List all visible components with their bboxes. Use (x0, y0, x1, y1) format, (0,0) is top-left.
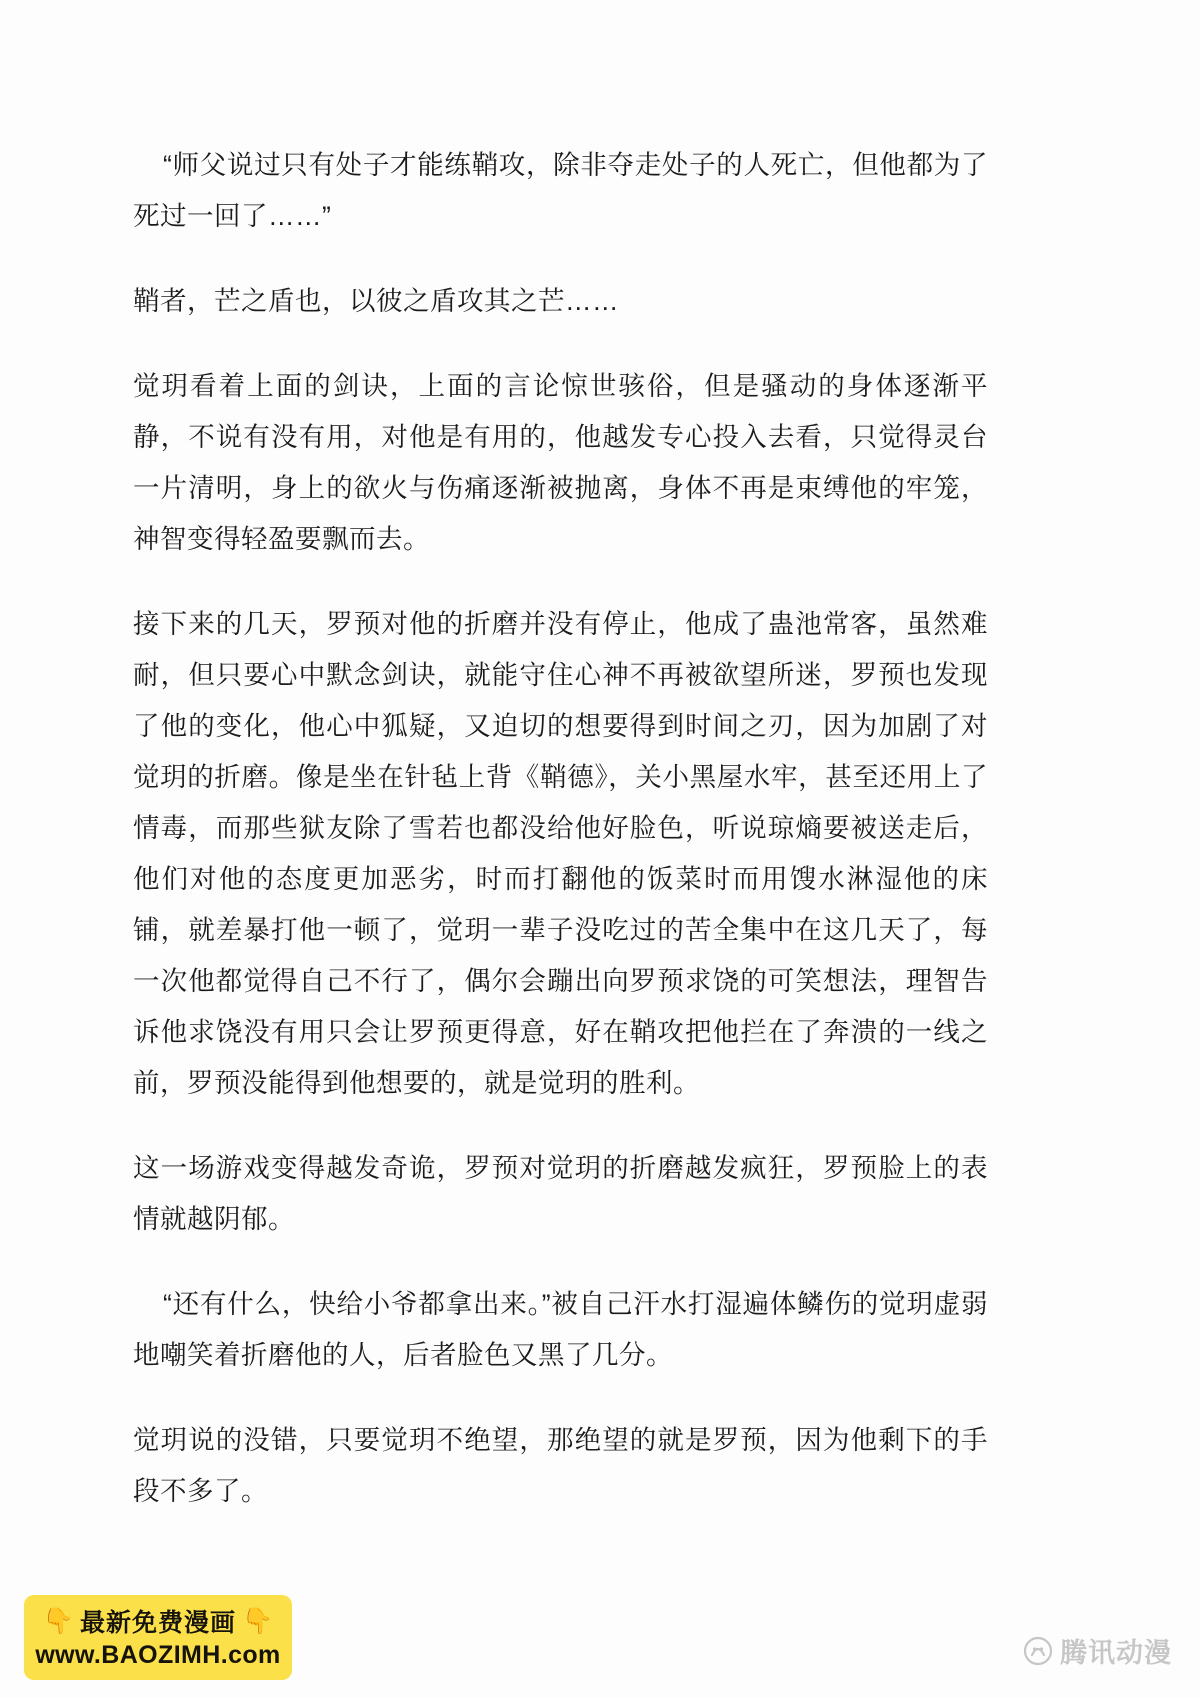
site-watermark-banner[interactable] (24, 1595, 292, 1680)
paragraph: “还有什么，快给小爷都拿出来。”被自己汗水打湿遍体鳞伤的觉玥虚弱地嘲笑着折磨他的人，后者脸色又黑了几分。 (133, 1289, 988, 1370)
paragraph: 鞘者，芒之盾也，以彼之盾攻其之芒…… (133, 286, 619, 316)
publisher-logo (1023, 1631, 1172, 1670)
paragraph: “师父说过只有处子才能练鞘攻，除非夺走处子的人死亡，但他都为了死过一回了……” (133, 150, 988, 231)
watermark-title: 最新免费漫画 (79, 1609, 236, 1637)
watermark-title-row (34, 1603, 282, 1639)
novel-text-body (133, 140, 988, 1551)
pointing-down-hand-icon-left: 👇 (42, 1606, 74, 1635)
paragraph: 觉玥说的没错，只要觉玥不绝望，那绝望的就是罗预，因为他剩下的手段不多了。 (133, 1425, 988, 1506)
paragraph: 接下来的几天，罗预对他的折磨并没有停止，他成了蛊池常客，虽然难耐，但只要心中默念剑诀，就能守住心神不再被欲望所迷，罗预也发现了他的变化，他心中狐疑，又迫切的想要得到时间之刃，因为加剧了对觉玥的折磨。像是坐在针毡上背《鞘德》，关小黑屋水牢，甚至还用上了情毒，而那些狱友除了雪若也都没给他好脸色，听说琼熵要被送走后，他们对他的态度更加恶劣，时而打翻他的饭菜时而用馊水淋湿他的床铺，就差暴打他一顿了，觉玥一辈子没吃过的苦全集中在这几天了，每一次他都觉得自己不行了，偶尔会蹦出向罗预求饶的可笑想法，理智告诉他求饶没有用只会让罗预更得意，好在鞘攻把他拦在了奔溃的一线之前，罗预没能得到他想要的，就是觉玥的胜利。 (133, 609, 988, 1098)
paragraph: 这一场游戏变得越发奇诡，罗预对觉玥的折磨越发疯狂，罗预脸上的表情就越阴郁。 (133, 1153, 988, 1234)
tencent-comics-logo-icon (1023, 1636, 1053, 1666)
pointing-down-hand-icon-right: 👇 (242, 1606, 274, 1635)
publisher-name: 腾讯动漫 (1060, 1638, 1172, 1668)
paragraph: 觉玥看着上面的剑诀，上面的言论惊世骇俗，但是骚动的身体逐渐平静，不说有没有用，对他是有用的，他越发专心投入去看，只觉得灵台一片清明，身上的欲火与伤痛逐渐被抛离，身体不再是束缚他的牢笼，神智变得轻盈要飘而去。 (133, 371, 988, 554)
watermark-url[interactable]: www.BAOZIMH.com (35, 1641, 281, 1669)
